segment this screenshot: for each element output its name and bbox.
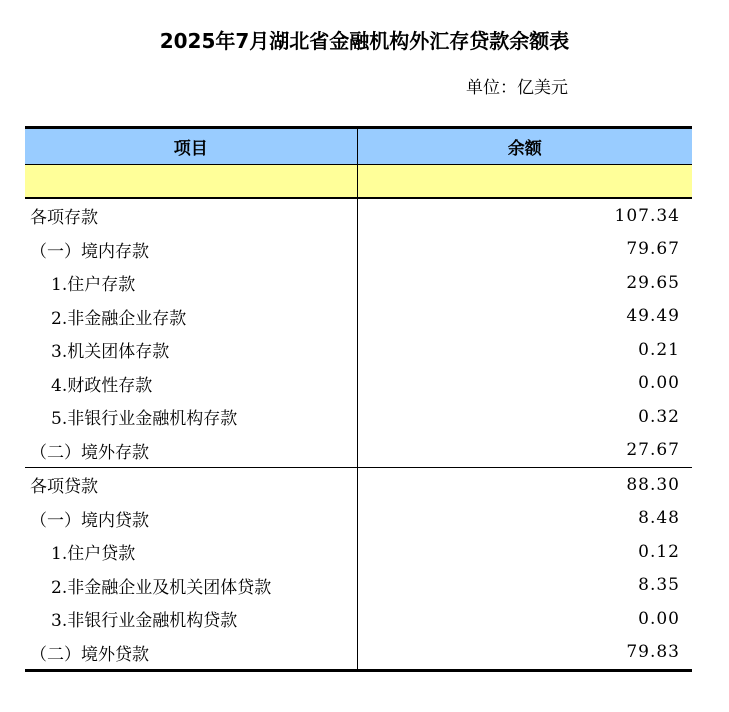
- row-value: 0.21: [638, 339, 680, 360]
- row-value: 79.83: [626, 642, 680, 663]
- row-label: （一）境内贷款: [25, 502, 357, 536]
- table-row: [25, 502, 692, 536]
- row-value: 49.49: [626, 306, 680, 327]
- row-value: 88.30: [626, 474, 680, 495]
- row-label: 各项存款: [25, 198, 357, 233]
- table-row: [25, 468, 692, 502]
- table-row: [25, 602, 692, 636]
- row-value: 29.65: [626, 272, 680, 293]
- balance-table: [25, 126, 692, 672]
- table-row: [25, 535, 692, 569]
- row-value: 8.35: [638, 575, 680, 596]
- row-value: 79.67: [626, 239, 680, 260]
- row-label: 1.住户贷款: [25, 535, 357, 569]
- row-label: 各项贷款: [25, 468, 357, 502]
- row-label: 2.非金融企业存款: [25, 300, 357, 334]
- table-row: [25, 434, 692, 468]
- table-row: [25, 266, 692, 300]
- row-value: 8.48: [638, 508, 680, 529]
- table-row: [25, 636, 692, 671]
- page-title: 2025年7月湖北省金融机构外汇存贷款余额表: [159, 29, 570, 53]
- row-label: 2.非金融企业及机关团体贷款: [25, 569, 357, 603]
- table-row: [25, 400, 692, 434]
- table-row: [25, 233, 692, 267]
- row-label: 4.财政性存款: [25, 367, 357, 401]
- table-row: [25, 300, 692, 334]
- column-header-balance: 余额: [357, 128, 692, 165]
- table-header-row: [25, 128, 692, 165]
- table-row: [25, 569, 692, 603]
- row-value: 0.12: [638, 541, 680, 562]
- row-label: 1.住户存款: [25, 266, 357, 300]
- table-row: [25, 367, 692, 401]
- unit-label: 单位：亿美元: [466, 78, 568, 98]
- table-row: [25, 198, 692, 233]
- row-label: 3.机关团体存款: [25, 333, 357, 367]
- row-label: （二）境外贷款: [25, 636, 357, 671]
- blank-cell: [25, 165, 357, 199]
- row-label: （二）境外存款: [25, 434, 357, 468]
- row-label: 3.非银行业金融机构贷款: [25, 602, 357, 636]
- column-header-item: 项目: [25, 128, 357, 165]
- blank-highlight-row: [25, 165, 692, 199]
- row-label: 5.非银行业金融机构存款: [25, 400, 357, 434]
- row-label: （一）境内存款: [25, 233, 357, 267]
- row-value: 0.00: [638, 608, 680, 629]
- table-row: [25, 333, 692, 367]
- row-value: 0.32: [638, 406, 680, 427]
- row-value: 27.67: [357, 434, 692, 468]
- row-value: 107.34: [614, 205, 680, 226]
- blank-cell: [357, 165, 692, 199]
- row-value: 0.00: [638, 373, 680, 394]
